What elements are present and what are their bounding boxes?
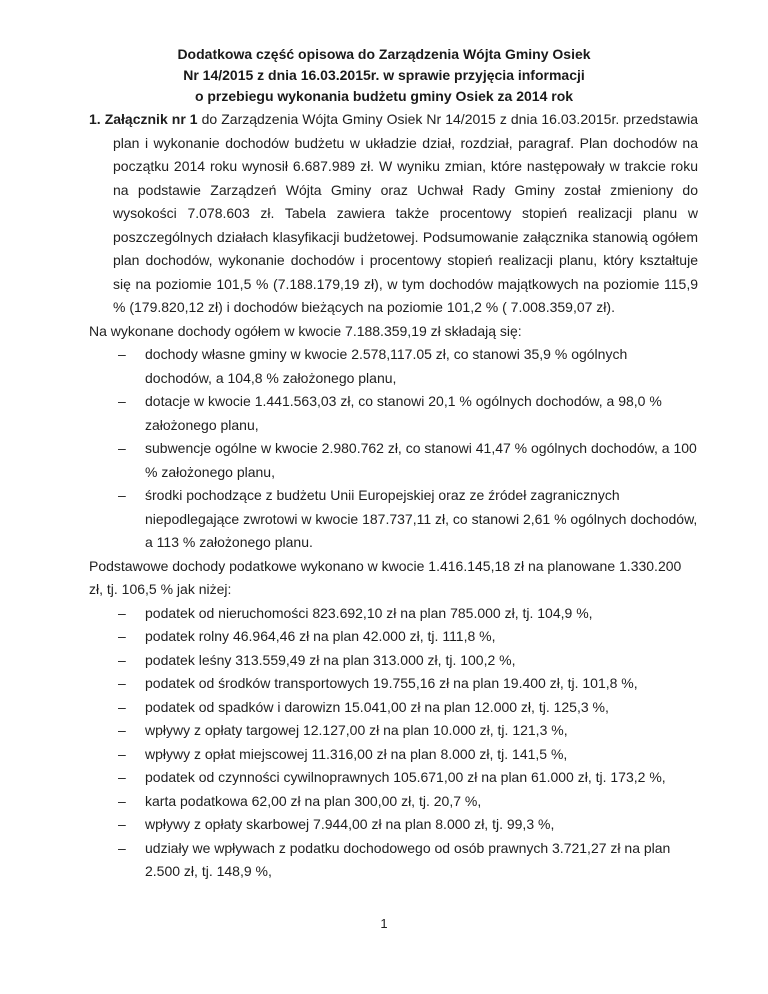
dash-bullet: –	[118, 745, 126, 762]
list-item-text: podatek od czynności cywilnoprawnych 105.671,00 zł na plan 61.000 zł, tj. 173,2 %,	[145, 769, 666, 785]
dash-bullet: –	[118, 769, 126, 785]
list-item	[89, 837, 698, 884]
list-item	[89, 625, 698, 649]
dash-bullet: –	[118, 651, 126, 668]
dash-bullet: –	[118, 698, 126, 715]
list-item	[89, 672, 698, 696]
page-number: 1	[380, 916, 388, 931]
paragraph-zalacznik-lead: 1. Załącznik nr 1	[89, 111, 198, 127]
list-item	[89, 696, 698, 720]
dash-bullet: –	[118, 816, 126, 832]
list-item-text: podatek od nieruchomości 823.692,10 zł na plan 785.000 zł, tj. 104,9 %,	[145, 604, 593, 621]
list-item-text: podatek od spadków i darowizn 15.041,00 zł na plan 12.000 zł, tj. 125,3 %,	[145, 698, 609, 715]
dash-bullet: –	[118, 839, 126, 856]
dash-bullet: –	[118, 628, 126, 644]
list-item-text: dochody własne gminy w kwocie 2.578,117.05 zł, co stanowi 35,9 % ogólnych dochodów, a 104,8 % założonego planu,	[145, 346, 628, 386]
list-item-text: udziały we wpływach z podatku dochodowego od osób prawnych 3.721,27 zł na plan 2.500 zł, tj. 148,9 %,	[145, 839, 671, 879]
dash-bullet: –	[118, 722, 126, 738]
paragraph-podstawowe-dochody: Podstawowe dochody podatkowe wykonano w kwocie 1.416.145,18 zł na planowane 1.330.200 zł, tj. 106,5 % jak niżej:	[89, 557, 682, 597]
list-item-text: wpływy z opłat miejscowej 11.316,00 zł na plan 8.000 zł, tj. 141,5 %,	[145, 745, 568, 762]
list-item	[89, 766, 698, 790]
dash-bullet: –	[118, 346, 126, 362]
dash-bullet: –	[118, 393, 126, 409]
paragraph-zalacznik-text: do Zarządzenia Wójta Gminy Osiek Nr 14/2015 z dnia 16.03.2015r. przedstawia plan i wykonanie dochodów budżetu w układzie dział, rozdział, paragraf. Plan dochodów na początku 2014 roku wynosił 6.687.989 zł. W wyniku zmian, które następowały w trakcie roku na podstawie Zarządzeń Wójta Gminy oraz Uchwał Rady Gminy został zmieniony do wysokości 7.078.603 zł. Tabela zawiera także procentowy stopień realizacji planu w poszczególnych działach klasyfikacji budżetowej. Podsumowanie załącznika stanowią ogółem plan dochodów, wykonanie dochodów i procentowy stopień realizacji planu, który kształtuje się na poziomie 101,5 % (7.188.179,19 zł), w tym dochodów majątkowych na poziomie 115,9 % (179.820,12 zł) i dochodów bieżących na poziomie 101,2 % ( 7.008.359,07 zł).	[113, 111, 698, 315]
dash-bullet: –	[118, 604, 126, 621]
dash-bullet: –	[118, 792, 126, 809]
document-body	[89, 108, 698, 884]
title-line-3: o przebiegu wykonania budżetu gminy Osiek za 2014 rok	[194, 88, 574, 104]
list-item	[89, 602, 698, 626]
list-item-text: wpływy z opłaty targowej 12.127,00 zł na plan 10.000 zł, tj. 121,3 %,	[145, 722, 568, 738]
list-item	[89, 719, 698, 743]
list-item-text: podatek rolny 46.964,46 zł na plan 42.000 zł, tj. 111,8 %,	[145, 628, 496, 644]
list-skladniki-dochodow	[89, 343, 698, 555]
list-item	[89, 390, 698, 437]
list-item-text: środki pochodzące z budżetu Unii Europejskiej oraz ze źródeł zagranicznych niepodlegające zwrotowi w kwocie 187.737,11 zł, co stanowi 2,61 % ogólnych dochodów, a 113 % założonego planu.	[145, 487, 698, 550]
list-item	[89, 649, 698, 673]
paragraph-na-wykonane: Na wykonane dochody ogółem w kwocie 7.188.359,19 zł składają się:	[89, 322, 522, 339]
list-item-text: podatek od środków transportowych 19.755,16 zł na plan 19.400 zł, tj. 101,8 %,	[145, 675, 638, 691]
list-item-text: wpływy z opłaty skarbowej 7.944,00 zł na plan 8.000 zł, tj. 99,3 %,	[145, 816, 555, 832]
list-item	[89, 743, 698, 767]
list-item-text: podatek leśny 313.559,49 zł na plan 313.000 zł, tj. 100,2 %,	[145, 651, 516, 668]
title-line-1: Dodatkowa część opisowa do Zarządzenia Wójta Gminy Osiek	[177, 46, 591, 62]
list-item	[89, 343, 698, 390]
dash-bullet: –	[118, 440, 126, 456]
dash-bullet: –	[118, 675, 126, 691]
list-item	[89, 484, 698, 555]
document-title	[0, 44, 768, 107]
list-item-text: karta podatkowa 62,00 zł na plan 300,00 zł, tj. 20,7 %,	[145, 792, 482, 809]
title-line-2: Nr 14/2015 z dnia 16.03.2015r. w sprawie przyjęcia informacji	[183, 67, 585, 83]
list-item	[89, 790, 698, 814]
list-item	[89, 813, 698, 837]
paragraph-zalacznik	[89, 108, 698, 320]
list-item	[89, 437, 698, 484]
list-item-text: subwencje ogólne w kwocie 2.980.762 zł, co stanowi 41,47 % ogólnych dochodów, a 100 % założonego planu,	[145, 440, 697, 480]
dash-bullet: –	[118, 487, 126, 503]
list-item-text: dotacje w kwocie 1.441.563,03 zł, co stanowi 20,1 % ogólnych dochodów, a 98,0 % założonego planu,	[145, 393, 662, 433]
list-podatki	[89, 602, 698, 884]
